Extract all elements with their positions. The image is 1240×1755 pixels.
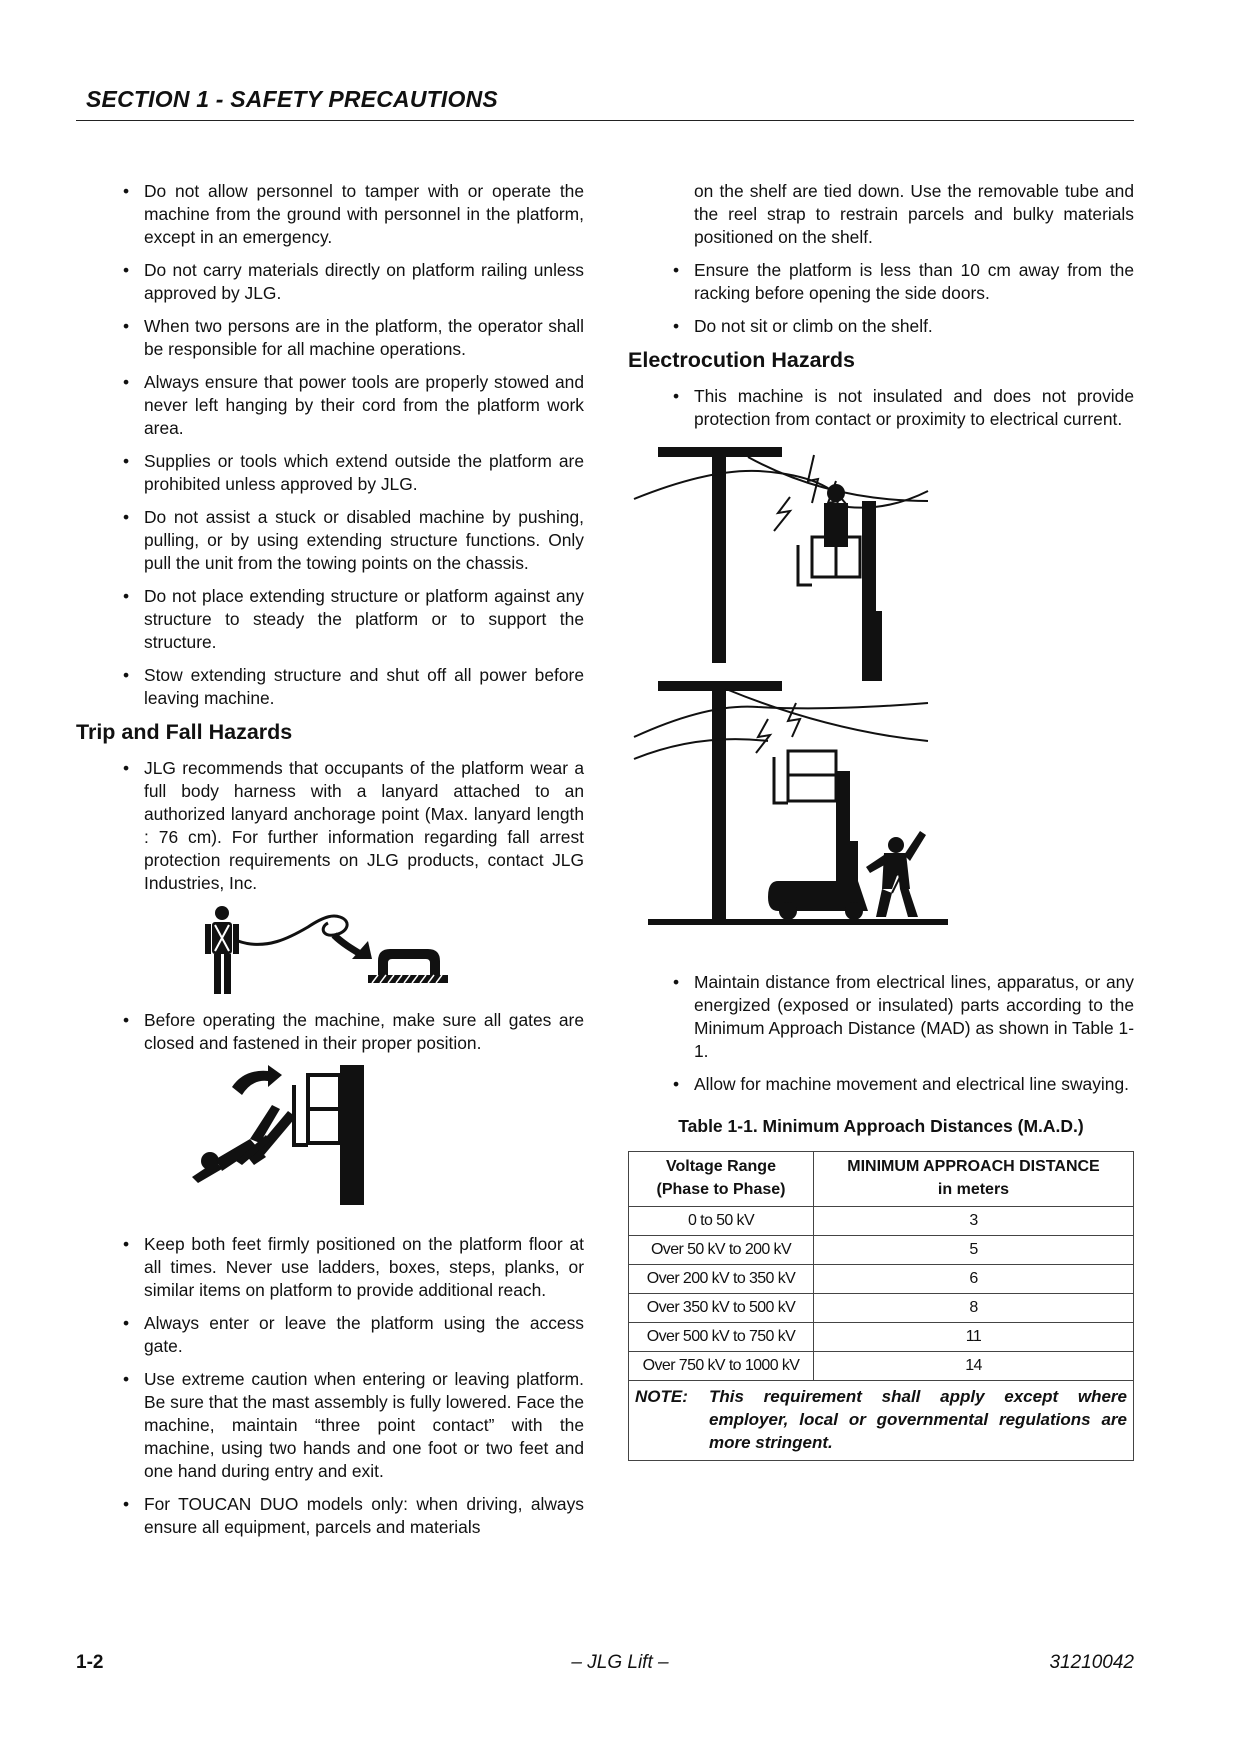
cell-distance: 3 (814, 1207, 1134, 1236)
list-item: • JLG recommends that occupants of the platform wear a full body harness with a lanyard attached to an authorized lanyard anchorage point (Max. lanyard length : 76 cm). For further information regarding fall arrest protection requirements on JLG products, contact JLG Industries, Inc. (76, 757, 584, 895)
cell-range: Over 50 kV to 200 kV (629, 1236, 814, 1265)
left-column (76, 180, 584, 1549)
header-line: (Phase to Phase) (656, 1181, 786, 1198)
footer-brand: – JLG Lift – (571, 1652, 669, 1673)
electrocution-list (628, 385, 1134, 431)
falling-person-gate-illustration (76, 1065, 584, 1215)
list-item: • Do not sit or climb on the shelf. (628, 315, 1134, 338)
power-line-hazard-illustration (628, 441, 1134, 949)
list-item: • Keep both feet firmly positioned on the platform floor at all times. Never use ladders, boxes, steps, planks, or similar items on platform to provide additional reach. (76, 1233, 584, 1302)
table-row (629, 1265, 1134, 1294)
note-text: This requirement shall apply except where employer, local or governmental regulations are more stringent. (709, 1387, 1127, 1452)
cell-range: Over 350 kV to 500 kV (629, 1294, 814, 1323)
page-number: 1-2 (76, 1652, 104, 1673)
list-item: • Always ensure that power tools are properly stowed and never left hanging by their cord from the platform work area. (76, 371, 584, 440)
table-row (629, 1323, 1134, 1352)
trip-list-2 (76, 1009, 584, 1055)
header-line: Voltage Range (666, 1158, 776, 1175)
right-column (628, 180, 1134, 1461)
section-title: SECTION 1 - SAFETY PRECAUTIONS (86, 86, 498, 112)
cell-distance: 6 (814, 1265, 1134, 1294)
safety-list-a (76, 180, 584, 710)
document-number: 31210042 (1049, 1652, 1134, 1673)
header-line: MINIMUM APPROACH DISTANCE (847, 1158, 1100, 1175)
mad-table (628, 1151, 1134, 1461)
right-list-b (628, 971, 1134, 1096)
list-item: • This machine is not insulated and does not provide protection from contact or proximity to electrical current. (628, 385, 1134, 431)
cell-range: Over 750 kV to 1000 kV (629, 1352, 814, 1381)
list-item: • For TOUCAN DUO models only: when driving, always ensure all equipment, parcels and materials (76, 1493, 584, 1539)
electrocution-heading: Electrocution Hazards (628, 348, 855, 372)
cell-range: Over 200 kV to 350 kV (629, 1265, 814, 1294)
harness-lanyard-illustration (76, 905, 584, 1001)
list-item: • Do not assist a stuck or disabled machine by pushing, pulling, or by using extending structure functions. Only pull the unit from the towing points on the chassis. (76, 506, 584, 575)
trip-fall-heading: Trip and Fall Hazards (76, 720, 293, 744)
table-note-row (629, 1381, 1134, 1461)
cell-distance: 11 (814, 1323, 1134, 1352)
safety-list-b (76, 1233, 584, 1539)
continued-text: on the shelf are tied down. Use the removable tube and the reel strap to restrain parcels and bulky materials positioned on the shelf. (694, 181, 1134, 247)
table-row (629, 1294, 1134, 1323)
list-item: • Before operating the machine, make sure all gates are closed and fastened in their proper position. (76, 1009, 584, 1055)
list-item: • Use extreme caution when entering or leaving platform. Be sure that the mast assembly is fully lowered. Face the machine, maintain “three point contact” with the machine, using two hands and one foot or two feet and one hand during entry and exit. (76, 1368, 584, 1483)
right-list-a (628, 259, 1134, 338)
list-item: • Do not allow personnel to tamper with or operate the machine from the ground with personnel in the platform, except in an emergency. (76, 180, 584, 249)
col-distance-header (814, 1152, 1134, 1207)
table-row (629, 1207, 1134, 1236)
list-item: • When two persons are in the platform, the operator shall be responsible for all machine operations. (76, 315, 584, 361)
table-caption: Table 1-1. Minimum Approach Distances (M.A.D.) (678, 1116, 1084, 1136)
table-row (629, 1352, 1134, 1381)
table-header-row (629, 1152, 1134, 1207)
table-row (629, 1236, 1134, 1265)
list-item: • Always enter or leave the platform using the access gate. (76, 1312, 584, 1358)
col-voltage-header (629, 1152, 814, 1207)
cell-distance: 8 (814, 1294, 1134, 1323)
cell-distance: 5 (814, 1236, 1134, 1265)
cell-distance: 14 (814, 1352, 1134, 1381)
list-item: • Maintain distance from electrical lines, apparatus, or any energized (exposed or insulated) parts according to the Minimum Approach Distance (MAD) as shown in Table 1-1. (628, 971, 1134, 1063)
list-item: • Do not place extending structure or platform against any structure to steady the platform or to support the structure. (76, 585, 584, 654)
list-item: • Allow for machine movement and electrical line swaying. (628, 1073, 1134, 1096)
header-rule (76, 120, 1134, 121)
cell-range: 0 to 50 kV (629, 1207, 814, 1236)
list-item: • Supplies or tools which extend outside the platform are prohibited unless approved by JLG. (76, 450, 584, 496)
note-label: NOTE: (635, 1387, 688, 1406)
trip-list-1 (76, 757, 584, 895)
table-note (629, 1381, 1134, 1461)
list-item: • Stow extending structure and shut off all power before leaving machine. (76, 664, 584, 710)
header-line: in meters (937, 1181, 1010, 1198)
cell-range: Over 500 kV to 750 kV (629, 1323, 814, 1352)
list-item: • Ensure the platform is less than 10 cm away from the racking before opening the side doors. (628, 259, 1134, 305)
list-item: • Do not carry materials directly on platform railing unless approved by JLG. (76, 259, 584, 305)
